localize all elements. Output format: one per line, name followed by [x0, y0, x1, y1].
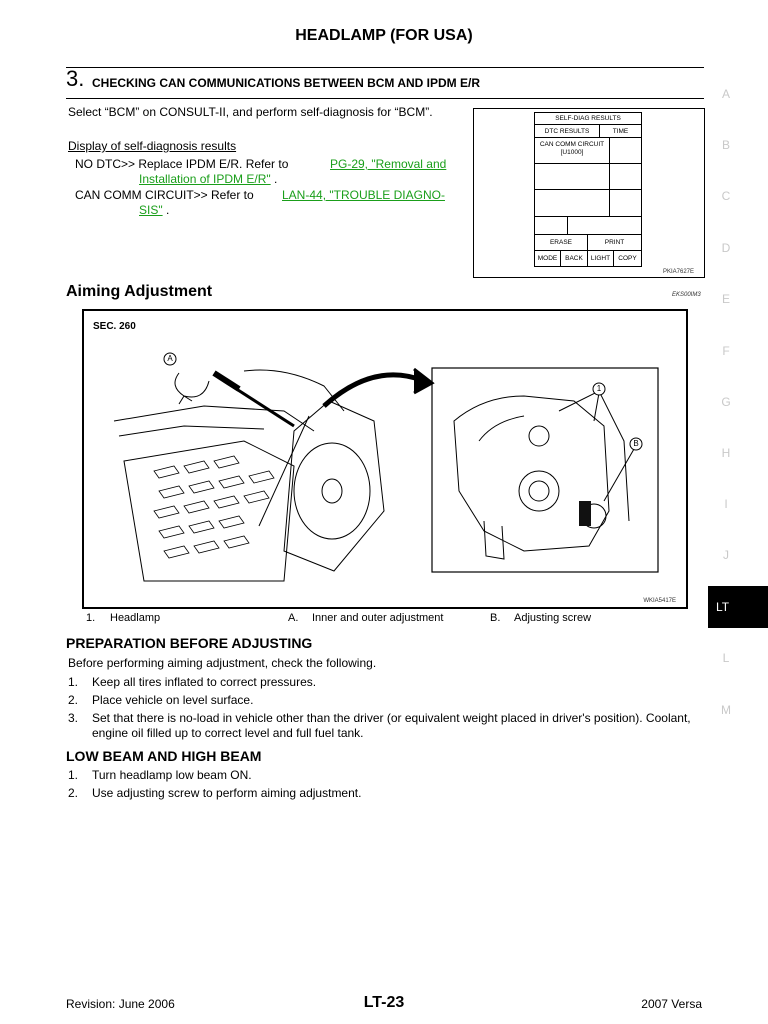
preparation-intro: Before performing aiming adjustment, check the following.	[68, 656, 377, 670]
consult-cell	[609, 137, 642, 164]
consult-cell	[534, 163, 610, 190]
consult-light-button: LIGHT	[587, 250, 614, 267]
prep-item-text: Place vehicle on level surface.	[92, 693, 254, 707]
consult-col-time: TIME	[599, 124, 642, 138]
step-para: Select “BCM” on CONSULT-II, and perform self-diagnosis for “BCM”.	[68, 105, 433, 119]
sidebar-letter-a[interactable]: A	[721, 87, 730, 101]
sidebar-letter-h[interactable]: H	[721, 446, 731, 460]
consult-mode-button: MODE	[534, 250, 561, 267]
aiming-figure	[82, 309, 688, 609]
aiming-code: EKS00IM3	[672, 292, 701, 298]
lowhigh-item-text: Use adjusting screw to perform aiming adjustment.	[92, 786, 362, 800]
caption-a-text: Inner and outer adjustment	[312, 612, 444, 624]
sidebar-letter-j[interactable]: J	[723, 548, 729, 562]
lowhigh-item-num: 1.	[68, 768, 79, 782]
prep-item-num: 2.	[68, 693, 79, 707]
caption-a-num: A.	[288, 612, 299, 624]
prep-item-text: Set that there is no-load in vehicle other than the driver (or equivalent weight placed in driver's position). Coolant, engine oil filled up to correct level and full fuel tank.	[92, 711, 691, 740]
step-number: 3.	[66, 66, 85, 91]
sidebar-letter-g[interactable]: G	[721, 395, 731, 409]
top-rule	[66, 67, 704, 68]
lowhigh-item-num: 2.	[68, 786, 79, 800]
footer-model: 2007 Versa	[641, 997, 702, 1011]
can-comm-prefix: CAN COMM CIRCUIT>> Refer to	[75, 188, 254, 202]
sidebar-letter-d[interactable]: D	[721, 241, 731, 255]
aiming-figure-code: WKIA5417E	[643, 598, 676, 604]
consult-print-button: PRINT	[587, 234, 642, 251]
consult-entry-line2: [U1000]	[560, 149, 584, 156]
consult-cell	[534, 189, 610, 217]
sidebar-letter-c[interactable]: C	[721, 189, 731, 203]
prep-item-num: 1.	[68, 675, 79, 689]
consult-cell	[609, 189, 642, 217]
step-heading: CHECKING CAN COMMUNICATIONS BETWEEN BCM AND IPDM E/R	[92, 76, 480, 90]
consult-copy-button: COPY	[613, 250, 642, 267]
lowhigh-heading: LOW BEAM AND HIGH BEAM	[66, 748, 262, 764]
consult-col-dtc: DTC RESULTS	[534, 124, 600, 138]
can-comm-link-2[interactable]: SIS" .	[139, 203, 170, 217]
consult-title: SELF-DIAG RESULTS	[534, 112, 642, 125]
consult-cell	[534, 216, 568, 235]
lowhigh-item-text: Turn headlamp low beam ON.	[92, 768, 252, 782]
callout-b: B	[633, 439, 639, 448]
page-title: HEADLAMP (FOR USA)	[295, 27, 473, 44]
sec-label: SEC. 260	[93, 321, 136, 332]
sidebar-tab-lt-active[interactable]	[708, 586, 768, 628]
caption-1-text: Headlamp	[110, 612, 161, 624]
step-rule	[66, 98, 704, 99]
caption-b-num: B.	[490, 612, 501, 624]
consult-figure	[473, 108, 705, 278]
caption-b-text: Adjusting screw	[514, 612, 592, 624]
can-comm-link-1[interactable]: LAN-44, "TROUBLE DIAGNO-	[282, 188, 445, 202]
sidebar-letter-l[interactable]: L	[722, 651, 730, 665]
no-dtc-link-1[interactable]: PG-29, "Removal and	[330, 157, 447, 171]
prep-item-text: Keep all tires inflated to correct pressures.	[92, 675, 317, 689]
consult-cell	[567, 216, 642, 235]
consult-erase-button: ERASE	[534, 234, 588, 251]
sidebar-letter-m[interactable]: M	[721, 703, 731, 717]
preparation-heading: PREPARATION BEFORE ADJUSTING	[66, 635, 313, 651]
sidebar-letter-f[interactable]: F	[722, 344, 730, 358]
sidebar-letter-e[interactable]: E	[721, 292, 730, 306]
consult-figure-code: PKIA7627E	[662, 269, 694, 275]
caption-1-num: 1.	[86, 612, 96, 624]
display-label: Display of self-diagnosis results	[68, 139, 237, 153]
aiming-title: Aiming Adjustment	[66, 283, 213, 300]
callout-a: A	[167, 354, 173, 363]
footer-page-number: LT-23	[363, 994, 405, 1011]
consult-cell	[609, 163, 642, 190]
consult-entry-line1: CAN COMM CIRCUIT	[539, 141, 605, 148]
callout-1: 1	[596, 384, 602, 393]
footer-revision: Revision: June 2006	[66, 997, 175, 1011]
sidebar-letter-i[interactable]: I	[724, 497, 728, 511]
no-dtc-link-2[interactable]: Installation of IPDM E/R" .	[139, 172, 278, 186]
consult-back-button: BACK	[560, 250, 588, 267]
sidebar-tab-lt-label: LT	[716, 600, 730, 614]
sidebar-letter-b[interactable]: B	[721, 138, 730, 152]
consult-entry	[534, 137, 610, 164]
prep-item-num: 3.	[68, 711, 79, 725]
no-dtc-prefix: NO DTC>> Replace IPDM E/R. Refer to	[75, 157, 289, 171]
